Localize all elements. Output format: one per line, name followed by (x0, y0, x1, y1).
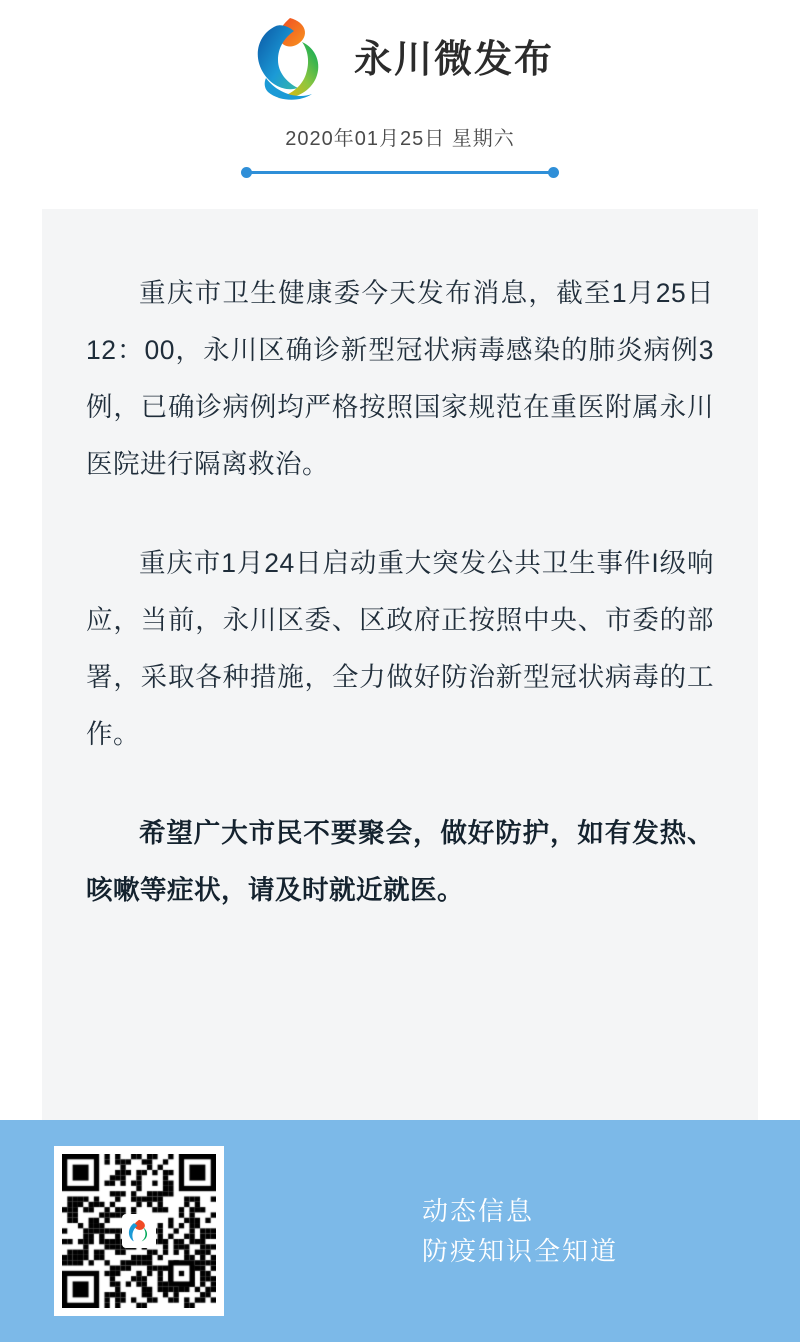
divider-dot-right (548, 167, 559, 178)
article-body (42, 209, 758, 1120)
brand-title: 永川微发布 (353, 39, 554, 81)
article-paragraph: 希望广大市民不要聚会，做好防护，如有发热、咳嗽等症状，请及时就近就医。 (86, 818, 714, 905)
header (0, 0, 800, 179)
brand-row (246, 14, 554, 106)
qr-center-logo-icon (122, 1214, 156, 1248)
yongchuan-swirl-logo-icon (246, 16, 332, 104)
article-paragraph: 重庆市1月24日启动重大突发公共卫生事件I级响应，当前，永川区委、区政府正按照中央、市委的部署，采取各种措施，全力做好防治新型冠状病毒的工作。 (86, 548, 714, 749)
footer-text (422, 1191, 618, 1271)
footer (0, 1120, 800, 1342)
footer-line-1: 动态信息 (422, 1196, 535, 1226)
qr-code-icon[interactable] (54, 1146, 224, 1316)
article-paragraph: 重庆市卫生健康委今天发布消息，截至1月25日12：00，永川区确诊新型冠状病毒感染的肺炎病例3例，已确诊病例均严格按照国家规范在重医附属永川医院进行隔离救治。 (86, 278, 714, 479)
date-line: 2020年01月25日 星期六 (285, 128, 515, 150)
footer-line-2: 防疫知识全知道 (422, 1236, 619, 1266)
divider-line (247, 171, 553, 174)
divider (241, 167, 559, 179)
